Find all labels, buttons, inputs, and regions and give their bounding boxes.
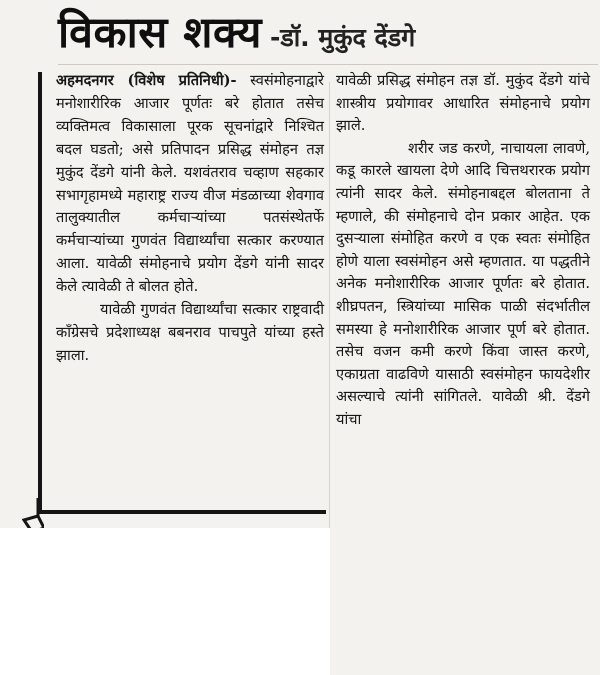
left-column xyxy=(56,70,324,368)
headline-rule xyxy=(58,64,598,65)
headline-title: विकास शक्य xyxy=(58,8,262,58)
right-paragraph-2: शरीर जड करणे, नाचायला लावणे, कडू कारले खायला देणे आदि चित्तथरारक प्रयोग त्यांनी सादर केले. संमोहनाबद्दल बोलताना ते म्हणाले, की संमोहनाचे दोन प्रकार आहेत. एक दुसऱ्याला संमोहित करणे व एक स्वतः संमोहित होणे याला स्वसंमोहन असे म्हणतात. या पद्धतीने अनेक मनोशारीरिक आजार पूर्णतः बरे होतात. शीघ्रपतन, स्त्रियांच्या मासिक पाळी संदर्भातील समस्या हे मनोशारीरिक आजार पूर्ण बरे होतात. तसेच वजन कमी करणे किंवा जास्त करणे, एकाग्रता वाढविणे यासाठी स्वसंमोहन फायदेशीर असल्याचे त्यांनी सांगितले. यावेळी श्री. देंडगे यांचा xyxy=(336,139,590,428)
headline-byline: -डॉ. मुकुंद देंडगे xyxy=(269,23,416,52)
left-paragraph-1 xyxy=(56,70,324,299)
article-headline xyxy=(58,2,598,64)
right-column xyxy=(336,70,590,432)
left-paragraph-1-text: स्वसंमोहनाद्वारे मनोशारीरिक आजार पूर्णतः बरे होतात तसेच व्यक्तिमत्व विकासाला पूरक सूचनांद्वारे निश्चित बदल घडतो; असे प्रतिपादन प्रसिद्ध संमोहन तज्ञ मुकुंद देंडगे यांनी केले. यशवंतराव चव्हाण सहकार सभागृहामध्ये महाराष्ट्र राज्य वीज मंडळाच्या शेवगाव तालुक्यातील कर्मचाऱ्यांच्या पतसंस्थेतर्फे कर्मचाऱ्यांच्या गुणवंत विद्यार्थ्यांचा सत्कार करण्यात आला. यावेळी संमोहनाचे प्रयोग देंडगे यांनी सादर केले त्यावेळी ते बोलत होते. xyxy=(56,72,324,296)
dateline: अहमदनगर (विशेष प्रतिनिधी)- xyxy=(56,72,237,89)
right-paragraph-1: यावेळी प्रसिद्ध संमोहन तज्ञ डॉ. मुकुंद देंडगे यांचे शास्त्रीय प्रयोगावर आधारित संमोहनाचे प्रयोग झाले. xyxy=(336,72,590,135)
left-paragraph-2: यावेळी गुणवंत विद्यार्थ्यांचा सत्कार राष्ट्रवादी काँग्रेसचे प्रदेशाध्यक्ष बबनराव पाचपुते यांच्या हस्ते झाला. xyxy=(56,301,324,364)
box-corner-fold xyxy=(22,498,44,532)
blank-area xyxy=(0,528,330,675)
